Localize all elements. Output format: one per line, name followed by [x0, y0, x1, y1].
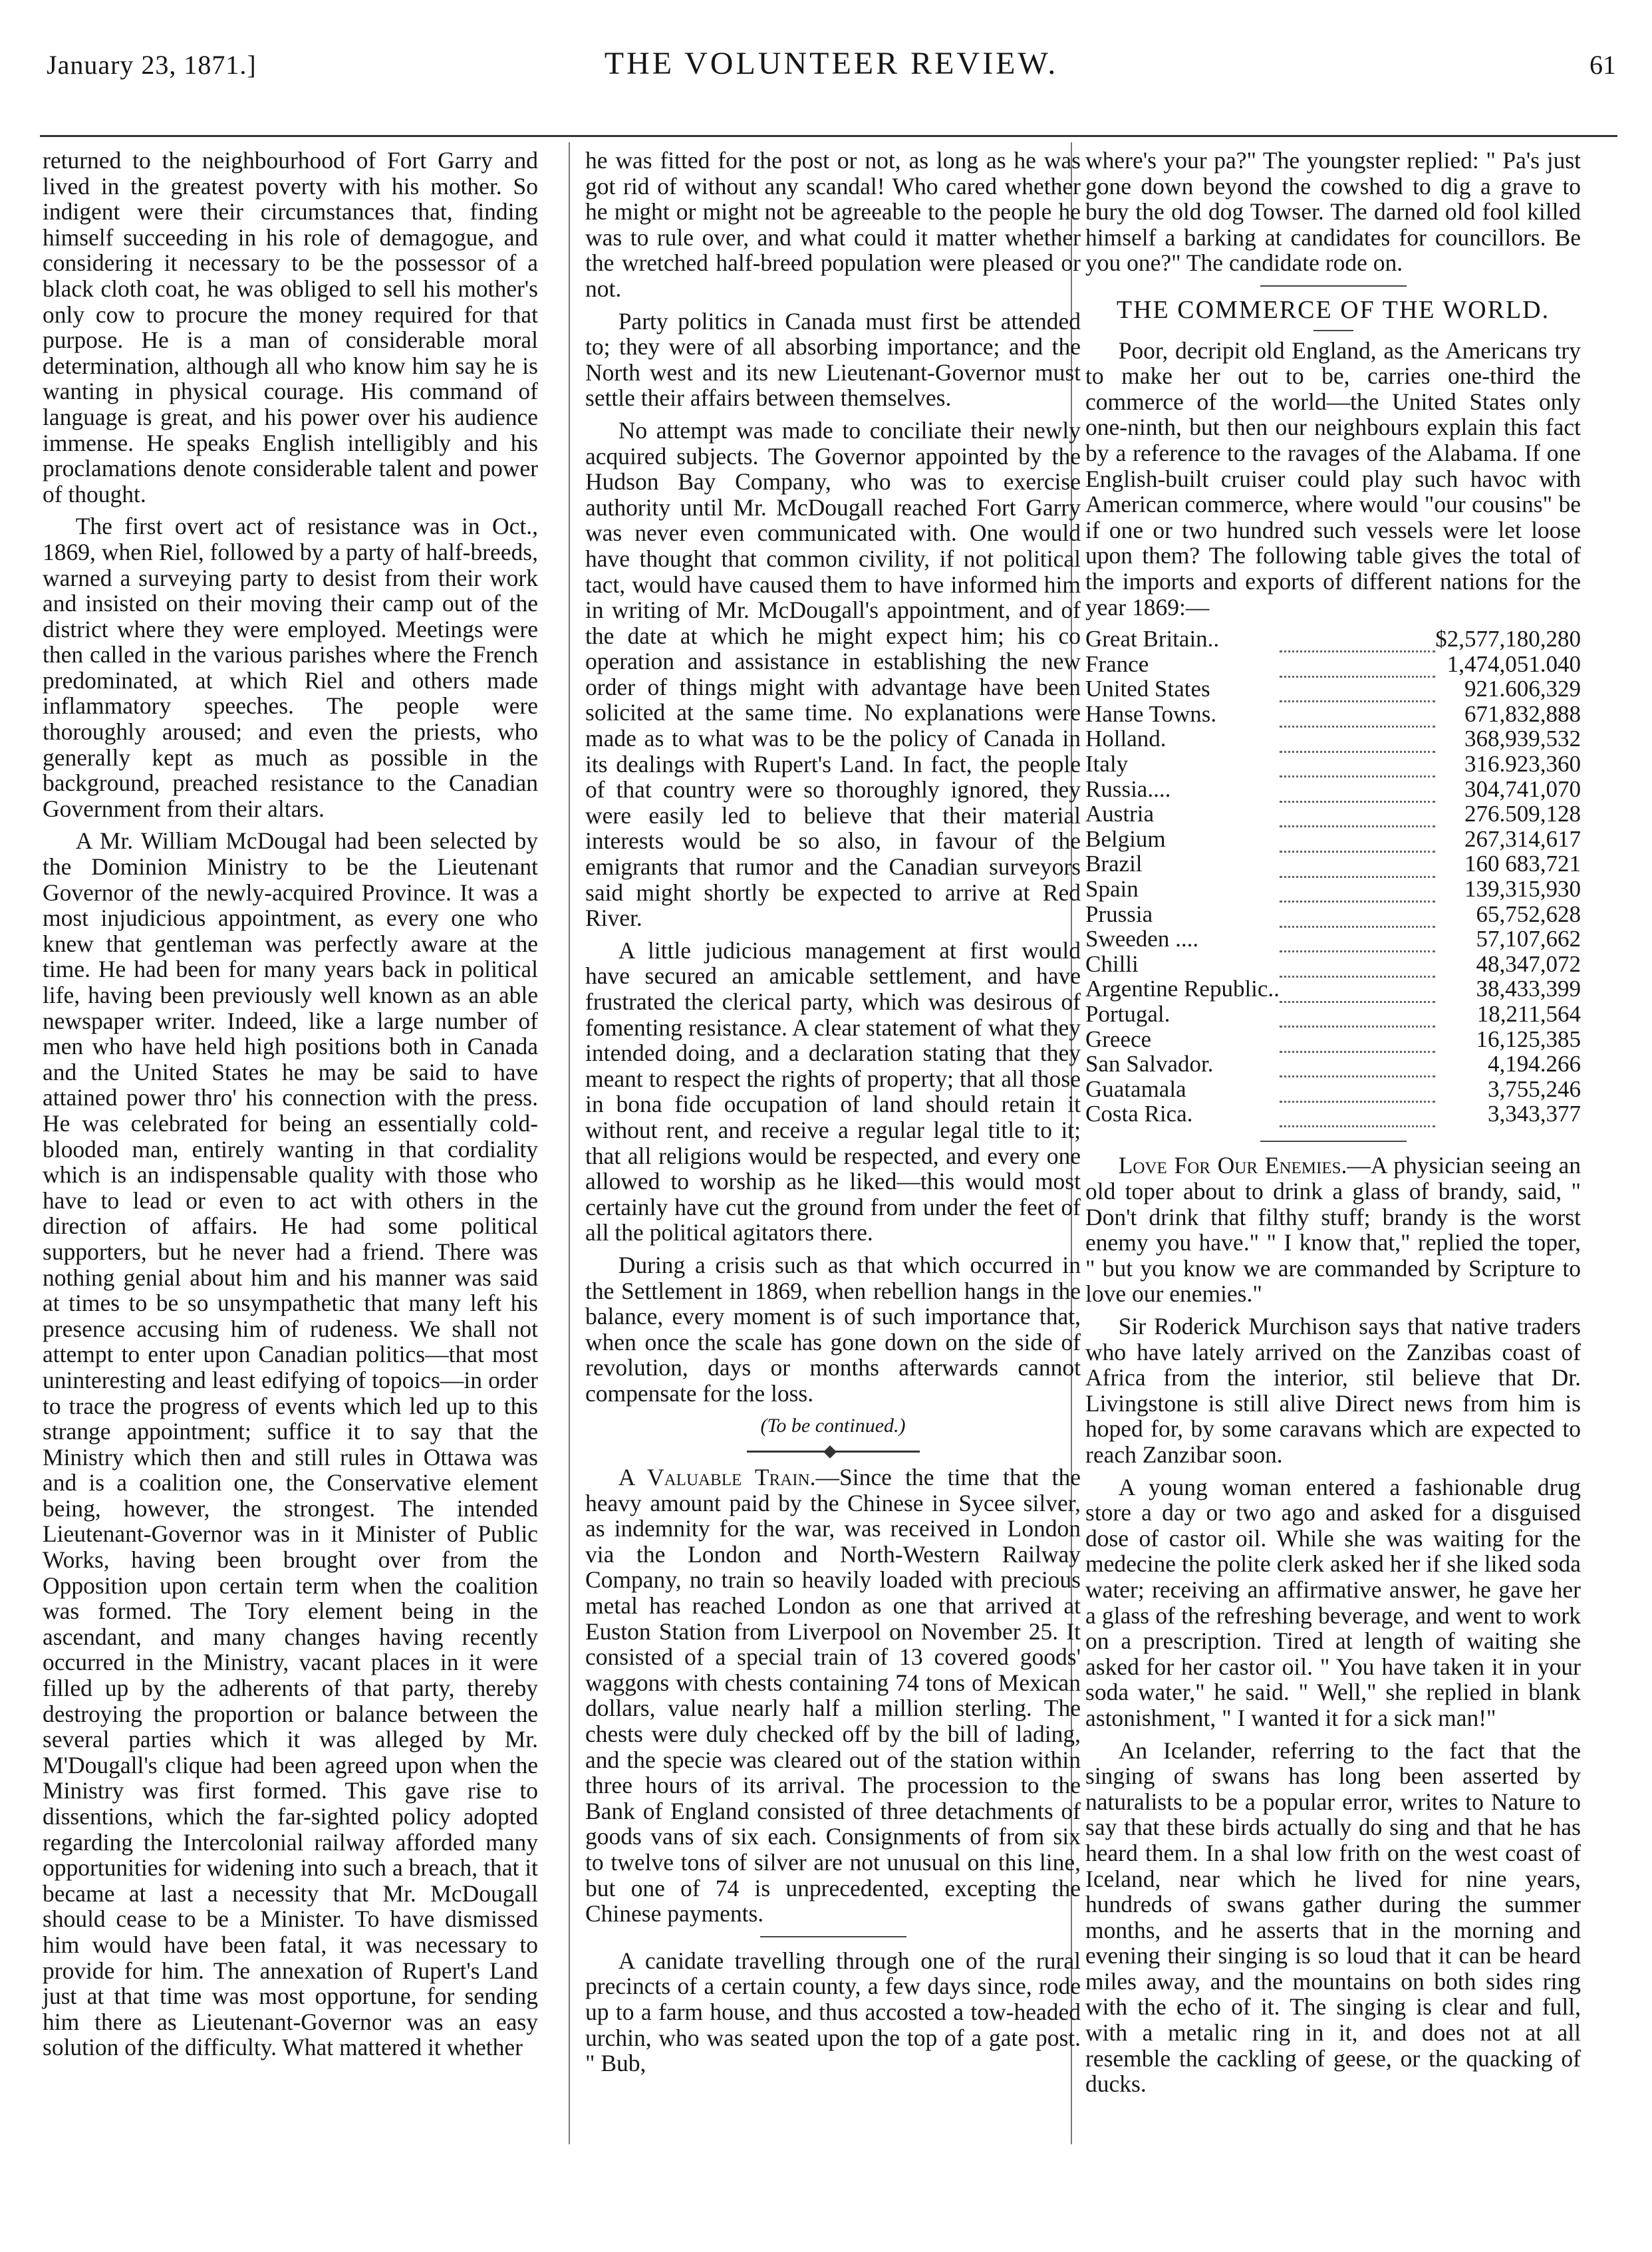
leader-dots: [1280, 777, 1435, 802]
country-name: Hanse Towns.: [1085, 700, 1217, 727]
trade-amount: 4,194.266: [1488, 1051, 1581, 1077]
trade-amount: $2,577,180,280: [1435, 626, 1581, 652]
paragraph: A little judicious management at first would have secured an amicable settlement, and have frustrated the clerical party, which was desirous of fomenting resistance. A clear statement of what they intended doing, and a declaration stating that they meant to respect the rights of property; that all those in bona fide occupation of land should retain it without rent, and receive a regular legal title to it; that all religions would be respected, and every one allowed to worship as he liked—this would most certainly have cut the ground from under the feet of all the political agitators there.: [585, 936, 1081, 1246]
article-heading: THE COMMERCE OF THE WORLD.: [1116, 295, 1550, 324]
country-name: Brazil: [1085, 851, 1143, 877]
leader-dots: [1280, 1101, 1435, 1127]
leader-dots: [1280, 827, 1435, 852]
trade-amount: 316.923,360: [1464, 751, 1581, 777]
leader-dots: [1280, 652, 1435, 677]
paragraph: he was fitted for the post or not, as long as he was got rid of without any scandal! Who cared whether he might or might not be agreeable to the people he was to rule over, and what could it matter whether the wretched half-breed population were pleased or not.: [585, 147, 1081, 302]
table-row: [1085, 902, 1581, 927]
table-row: [1085, 976, 1581, 1002]
trade-amount: 18,211,564: [1476, 1001, 1581, 1027]
paragraph: A young woman entered a fashionable drug store a day or two ago and asked for a disguised dose of castor oil. While she was waiting for the medecine the polite clerk asked her if she liked soda water; receiving an affirmative answer, he gave her a glass of the refreshing beverage, and went to work on a prescription. Tired at length of waiting she asked for her castor oil. " You have taken it in your soda water," he said. " Well," she replied in blank astonishment, " I wanted it for a sick man!": [1085, 1473, 1581, 1731]
column-2: [585, 148, 1081, 2083]
section-divider: [1260, 285, 1407, 287]
header-rule: [40, 135, 1617, 137]
trade-amount: 267,314,617: [1464, 825, 1581, 852]
paragraph: Party politics in Canada must first be attended to; they were of all absorbing importance; and the North west and its new Lieutenant-Governor must settle their affairs between themselves.: [585, 307, 1081, 412]
leader-dots: [1280, 976, 1435, 1002]
table-row: [1085, 627, 1581, 652]
country-name: Costa Rica.: [1085, 1101, 1193, 1127]
paragraph: An Icelander, referring to the fact that the singing of swans has long been asserted by naturalists to be a popular error, writes to Nature to say that these birds actually do sing and that he has heard them. In a shal low frith on the west coast of Iceland, near which he lived for nine years, hundreds of swans gather during the summer months, and he asserts that in the morning and evening their singing is so loud that it can be heard miles away, and the mountains on both sides ring with the echo of it. The singing is clear and full, with a metalic ring in it, and does not at all resemble the cackling of geese, or the quacking of ducks.: [1085, 1737, 1581, 2098]
trade-amount: 276.509,128: [1464, 801, 1581, 827]
paragraph: Sir Roderick Murchison says that native traders who have lately arrived on the Zanzibas coast of Africa from the interior, stil believe that Dr. Livingstone is still alive Direct news from him is hoped for, by some caravans which are expected to reach Zanzibar soon.: [1085, 1313, 1581, 1468]
table-row: [1085, 1101, 1581, 1127]
trade-amount: 3,343,377: [1488, 1101, 1581, 1127]
trade-amount: 3,755,246: [1488, 1075, 1581, 1102]
leader-dots: [1280, 877, 1435, 902]
paragraph: No attempt was made to conciliate their newly acquired subjects. The Governor appointed by the Hudson Bay Company, who was to exercise authority until Mr. McDougall reached Fort Garry was never even communicated with. One would have thought that common civility, if not political tact, would have caused them to have informed him in writing of Mr. McDougall's appointment, and of the date at which he might expect him; his co operation and assistance in establishing the new order of things might with advantage have been solicited at the same time. No explanations were made as to what was to be the policy of Canada in its dealings with Rupert's Land. In fact, the people of that country were so thoroughly ignored, they were easily led to believe that their material interests would be so also, in favour of the emigrants that rumor and the Canadian surveyors said might shortly be expected to arrive at Red River.: [585, 416, 1081, 932]
country-name: United States: [1085, 676, 1210, 702]
article-heading: A Valuable Train.: [618, 1464, 816, 1491]
paragraph: returned to the neighbourhood of Fort Garry and lived in the greatest poverty with his mother. So indigent were their circumstances that, finding himself succeeding in his role of demagogue, and considering it necessary to be the possessor of a black cloth coat, he was obliged to sell his mother's only cow to procure the money required for that purpose. He is a man of considerable moral determination, although all who know him say he is wanting in physical courage. His command of language is great, and his power over his audience immense. He speaks English intelligibly and his proclamations denote considerable talent and power of thought.: [43, 147, 538, 507]
country-name: Belgium: [1085, 825, 1166, 852]
article-body: —A physician seeing an old toper about to drink a glass of brandy, said, " Don't drink that filthy stuff; brandy is the worst enemy you have." " I know that," replied the toper, " but you know we are commanded by Scripture to love our enemies.": [1085, 1152, 1581, 1308]
paragraph: The first overt act of resistance was in Oct., 1869, when Riel, followed by a party of half-breeds, warned a surveying party to desist from their work and insisted on their moving their camp out of the district where they were employed. Meetings were then called in the various parishes where the French predominated, at which Riel and others made inflammatory speeches. The people were thoroughly aroused; and even the priests, who generally kept as much as possible in the background, preached resistance to the Canadian Government from their altars.: [43, 513, 538, 822]
leader-dots: [1280, 926, 1435, 952]
article-heading: Love For Our Enemies.: [1118, 1152, 1347, 1179]
table-row: [1085, 877, 1581, 902]
paragraph: A canidate travelling through one of the rural precincts of a certain county, a few days since, rode up to a farm house, and thus accosted a tow-headed urchin, who was seated upon the top of a gate post. " Bub,: [585, 1947, 1081, 2077]
paragraph: where's your pa?" The youngster replied: " Pa's just gone down beyond the cowshed to dig a grave to bury the old dog Towser. The darned old fool killed himself a barking at candidates for councillors. Be you one?" The candidate rode on.: [1085, 147, 1581, 277]
leader-dots: [1280, 801, 1435, 827]
country-name: Sweeden ....: [1085, 926, 1199, 952]
country-name: Greece: [1085, 1026, 1152, 1052]
page-number: 61: [1589, 50, 1616, 80]
country-name: Guatamala: [1085, 1075, 1186, 1102]
leader-dots: [1280, 902, 1435, 927]
trade-amount: 65,752,628: [1476, 901, 1581, 927]
table-row: [1085, 926, 1581, 952]
country-name: Portugal.: [1085, 1001, 1170, 1027]
trade-amount: 160 683,721: [1464, 851, 1581, 877]
leader-dots: [1280, 952, 1435, 977]
table-row: [1085, 1002, 1581, 1027]
table-row: [1085, 702, 1581, 727]
table-row: [1085, 952, 1581, 977]
leader-dots: [1280, 627, 1435, 652]
leader-dots: [1280, 702, 1435, 727]
trade-amount: 57,107,662: [1476, 926, 1581, 952]
table-row: [1085, 752, 1581, 777]
country-name: San Salvador.: [1085, 1051, 1214, 1077]
paragraph: During a crisis such as that which occurred in the Settlement in 1869, when rebellion hangs in the balance, every moment is of such importance that, when once the scale has gone down on the side of revolution, days or months afterwards cannot compensate for the loss.: [585, 1251, 1081, 1407]
country-name: Argentine Republic..: [1085, 976, 1280, 1002]
country-name: France: [1085, 650, 1149, 677]
table-row: [1085, 801, 1581, 827]
country-name: Austria: [1085, 801, 1155, 827]
table-row: [1085, 827, 1581, 852]
section-divider: [1313, 330, 1353, 331]
article-love-enemies: [1085, 1153, 1581, 1307]
article-valuable-train: [585, 1465, 1081, 1927]
page-header: [40, 39, 1623, 85]
article-body: —Since the time that the heavy amount paid by the Chinese in Sycee silver, as indemnity for the war, was received in London via the London and North-Western Railway Company, no train so heavily loaded with precious metal has reached London as one that arrived at Euston Station from Liverpool on November 25. It consisted of a special train of 13 covered goods' waggons with chests containing 74 tons of Mexican dollars, value nearly half a million sterling. The chests were duly checked off by the bill of lading, and the specie was cleared out of the station within three hours of its arrival. The procession to the Bank of England consisted of three detachments of goods vans of six each. Consignments of from six to twelve tons of silver are not unusual on this line, but one of 74 is unprecedented, excepting the Chinese payments.: [585, 1464, 1081, 1927]
column-divider: [569, 142, 570, 2144]
trade-amount: 368,939,532: [1464, 726, 1581, 752]
commerce-table: [1085, 627, 1581, 1127]
section-divider: [1260, 1141, 1407, 1142]
trade-amount: 16,125,385: [1476, 1026, 1581, 1052]
leader-dots: [1280, 851, 1435, 877]
issue-date: January 23, 1871.]: [47, 50, 257, 80]
table-row: [1085, 777, 1581, 802]
trade-amount: 1,474,051.040: [1446, 650, 1581, 677]
trade-amount: 921.606,329: [1464, 676, 1581, 702]
country-name: Great Britain..: [1085, 626, 1220, 652]
leader-dots: [1280, 1002, 1435, 1027]
leader-dots: [1280, 1052, 1435, 1077]
country-name: Italy: [1085, 751, 1129, 777]
country-name: Chilli: [1085, 950, 1139, 977]
newspaper-title: THE VOLUNTEER REVIEW.: [604, 46, 1059, 81]
table-row: [1085, 676, 1581, 702]
column-1: [43, 148, 538, 2067]
table-row: [1085, 1077, 1581, 1102]
trade-amount: 304,741,070: [1464, 775, 1581, 802]
country-name: Prussia: [1085, 901, 1153, 927]
country-name: Russia....: [1085, 775, 1171, 802]
trade-amount: 38,433,399: [1476, 976, 1581, 1002]
table-row: [1085, 1052, 1581, 1077]
trade-amount: 671,832,888: [1464, 700, 1581, 727]
table-row: [1085, 851, 1581, 877]
continued-note: (To be continued.): [760, 1414, 906, 1437]
trade-amount: 139,315,930: [1464, 876, 1581, 903]
leader-dots: [1280, 752, 1435, 777]
paragraph: A Mr. William McDougal had been selected by the Dominion Ministry to be the Lieutenant Governor of the newly-acquired Province. It was a most injudicious appointment, as every one who knew that gentleman was perfectly aware at the time. He had been for many years back in political life, having been previously well known as an able newspaper writer. Indeed, like a large number of men who have held high positions both in Canada and the United States he may be said to have attained power thro' his connection with the press. He was celebrated for being an essentially cold-blooded man, entirely wanting in that cordiality which is an indispensable quality with those who have to lead or even to act with others in the direction of affairs. He had some political supporters, but he never had a friend. There was nothing genial about him and his manner was said at times to be so unsympathetic that many left his presence accusing him of rudeness. We shall not attempt to enter upon Canadian politics—that most uninteresting and least edifying of topoics—in order to trace the progress of events which led up to this strange appointment; suffice it to say that the Ministry which then and still rules in Ottawa was and is a coalition one, the Conservative element being, however, the strongest. The intended Lieutenant-Governor was in it Minister of Public Works, having been brought over from the Opposition upon certain term when the coalition was formed. The Tory element being in the ascendant, and many changes having recently occurred in the Ministry, vacant places in it were filled up by the adherents of that party, thereby destroying the proportion or balance between the several parties which it was alleged by Mr. M'Dougall's clique had been agreed upon when the Ministry was first formed. This gave rise to dissentions, which the far-sighted policy adopted regarding the Intercolonial railway afforded many opportunities for widening into such a breach, that it became at last a necessity that Mr. McDougall should cease to be a Minister. To have dismissed him would have been fatal, it was necessary to provide for him. The annexation of Rupert's Land just at that time was most opportune, for sending him there as Lieutenant-Governor was an easy solution of the difficulty. What mattered it whether: [43, 827, 538, 2061]
table-row: [1085, 652, 1581, 677]
table-row: [1085, 726, 1581, 752]
paragraph: Poor, decripit old England, as the Americans try to make her out to be, carries one-third the commerce of the world—the United States only one-ninth, but then our neighbours explain this fact by a reference to the ravages of the Alabama. If one English-built cruiser could play such havoc with American commerce, where would "our cousins" be if one or two hundred such vessels were let loose upon them? The following table gives the total of the imports and exports of different nations for the year 1869:—: [1085, 337, 1581, 621]
leader-dots: [1280, 726, 1435, 752]
country-name: Holland.: [1085, 726, 1167, 752]
leader-dots: [1280, 1077, 1435, 1102]
leader-dots: [1280, 676, 1435, 702]
trade-amount: 48,347,072: [1476, 950, 1581, 977]
table-row: [1085, 1027, 1581, 1052]
section-divider: [747, 1451, 920, 1453]
column-3: [1085, 148, 1581, 2104]
leader-dots: [1280, 1027, 1435, 1052]
section-divider: [760, 1936, 906, 1937]
country-name: Spain: [1085, 876, 1139, 903]
